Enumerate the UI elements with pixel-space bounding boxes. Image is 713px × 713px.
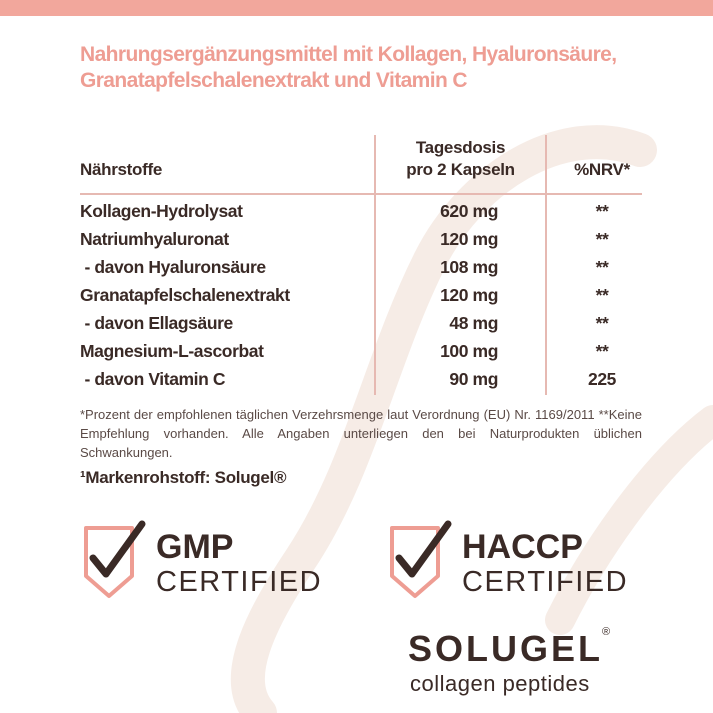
- header-nutrients: Nährstoffe: [80, 160, 163, 179]
- header-dose-line1: Tagesdosis: [415, 138, 506, 157]
- gmp-badge-title: GMP: [156, 528, 234, 566]
- row-dose: 90 mg: [449, 369, 498, 389]
- table-row: [80, 281, 640, 309]
- gmp-badge-subtitle: CERTIFIED: [156, 566, 323, 598]
- table-header-rule: [80, 193, 642, 195]
- product-title: Nahrungsergänzungsmittel mit Kollagen, Hyaluronsäure, Granatapfelschalenextrakt und Vitamin C: [80, 43, 617, 92]
- solugel-logo: SOLUGEL: [408, 628, 604, 669]
- table-row: [80, 365, 640, 393]
- haccp-badge-subtitle: CERTIFIED: [462, 566, 629, 598]
- row-nutrient: - davon Vitamin C: [80, 369, 226, 389]
- table-row: [80, 197, 640, 225]
- solugel-tagline: collagen peptides: [410, 671, 590, 696]
- table-row: [80, 309, 640, 337]
- row-nutrient: Kollagen-Hydrolysat: [80, 201, 243, 221]
- table-row: [80, 225, 640, 253]
- header-dose-line2: pro 2 Kapseln: [406, 160, 515, 179]
- row-nutrient: - davon Hyaluronsäure: [80, 257, 266, 277]
- row-nrv: **: [595, 201, 609, 221]
- row-nrv: **: [595, 341, 609, 361]
- row-nrv: 225: [588, 369, 616, 389]
- footnote: *Prozent der empfohlenen täglichen Verzehrsmenge laut Verordnung (EU) Nr. 1169/2011 **Keine Empfehlung vorhanden. Alle Angaben unterliegen den bei Naturprodukten üblichen Schwankungen.: [80, 407, 642, 460]
- row-dose: 120 mg: [440, 285, 498, 305]
- row-nrv: **: [595, 285, 609, 305]
- row-dose: 100 mg: [440, 341, 498, 361]
- row-dose: 120 mg: [440, 229, 498, 249]
- row-nrv: **: [595, 257, 609, 277]
- header-nrv: %NRV*: [574, 160, 630, 179]
- row-nutrient: Natriumhyaluronat: [80, 229, 229, 249]
- row-nutrient: Granatapfelschalenextrakt: [80, 285, 290, 305]
- table-row: [80, 337, 640, 365]
- row-dose: 620 mg: [440, 201, 498, 221]
- check-shield-icon: [80, 520, 146, 600]
- row-nrv: **: [595, 313, 609, 333]
- row-nrv: **: [595, 229, 609, 249]
- table-row: [80, 253, 640, 281]
- haccp-badge-title: HACCP: [462, 528, 583, 566]
- brand-note: ¹Markenrohstoff: Solugel®: [80, 468, 287, 487]
- row-dose: 108 mg: [440, 257, 498, 277]
- row-dose: 48 mg: [449, 313, 498, 333]
- registered-mark: ®: [602, 626, 611, 638]
- row-nutrient: - davon Ellagsäure: [80, 313, 233, 333]
- check-shield-icon: [386, 520, 452, 600]
- row-nutrient: Magnesium-L-ascorbat: [80, 341, 264, 361]
